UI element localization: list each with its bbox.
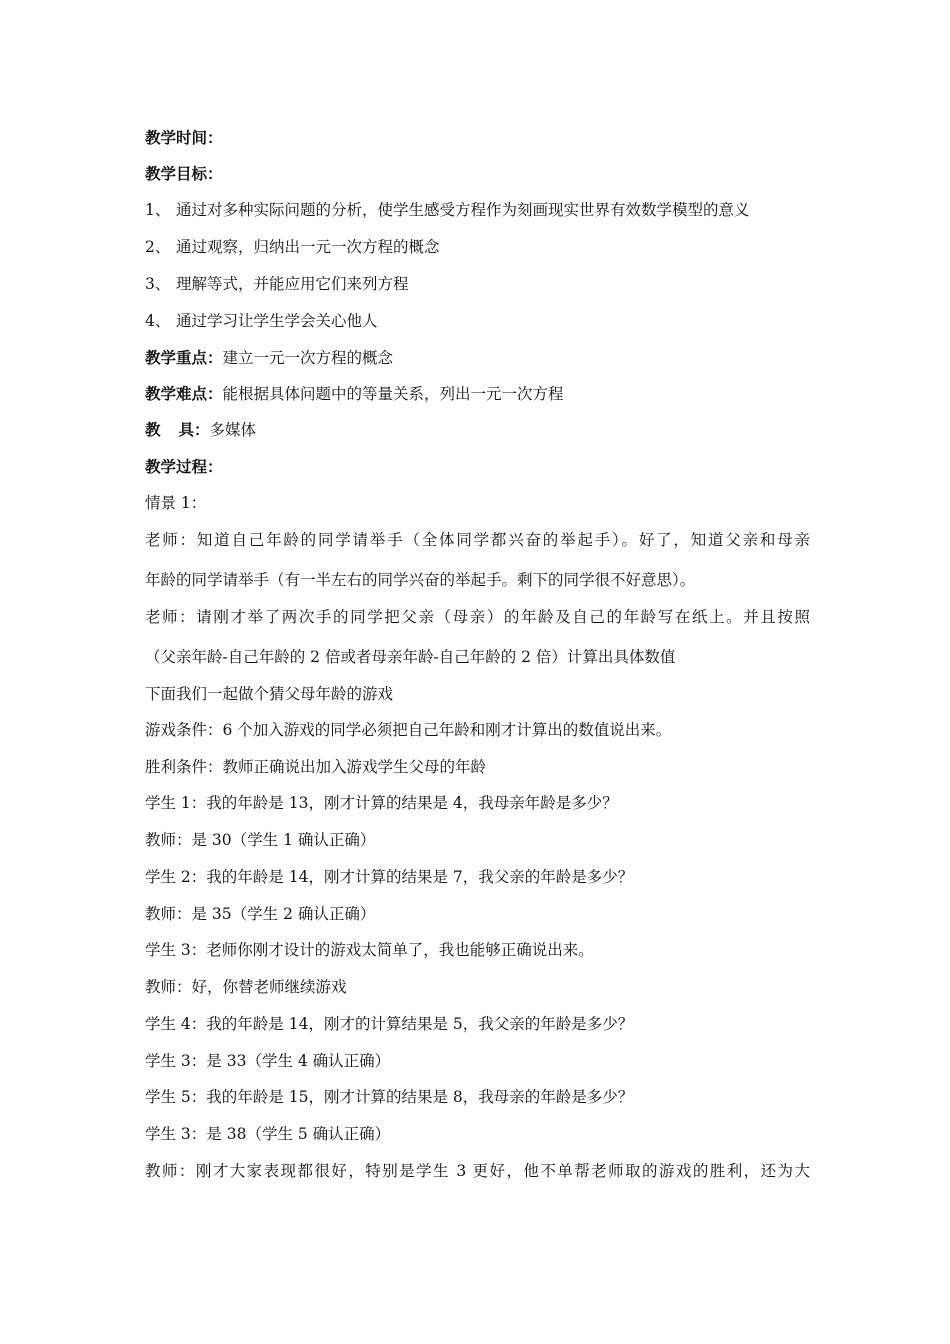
goal-text: 通过对多种实际问题的分析，使学生感受方程作为刻画现实世界有效数学模型的意义 — [175, 201, 750, 219]
tools-label-b: 具： — [178, 420, 210, 439]
tools — [145, 419, 810, 441]
difficulty-text: 能根据具体问题中的等量关系，列出一元一次方程 — [222, 385, 564, 403]
key-point-text: 建立一元一次方程的概念 — [222, 349, 394, 367]
paragraph-line: 老师：请刚才举了两次手的同学把父亲（母亲）的年龄及自己的年龄写在纸上。并且按照 — [145, 608, 810, 626]
dialogue-line: 教师：好，你替老师继续游戏 — [145, 978, 347, 996]
key-point-label: 教学重点： — [145, 348, 223, 367]
teaching-goal-label: 教学目标： — [145, 164, 223, 183]
difficulty — [145, 383, 810, 405]
goal-item — [145, 273, 810, 295]
paragraph-line: （父亲年龄-自己年龄的 2 倍或者母亲年龄-自己年龄的 2 倍）计算出具体数值 — [145, 648, 676, 666]
dialogue-line: 学生 3：是 33（学生 4 确认正确） — [145, 1052, 391, 1070]
goal-text: 理解等式，并能应用它们来列方程 — [175, 275, 409, 293]
paragraph-line: 胜利条件：教师正确说出加入游戏学生父母的年龄 — [145, 758, 487, 776]
goal-text: 通过学习让学生学会关心他人 — [175, 312, 378, 330]
paragraph-line: 年龄的同学请举手（有一半左右的同学兴奋的举起手。剩下的同学很不好意思）。 — [145, 571, 696, 589]
key-point — [145, 347, 810, 369]
paragraph-line: 老师：知道自己年龄的同学请举手（全体同学都兴奋的举起手）。好了，知道父亲和母亲 — [145, 531, 810, 549]
scenario-title: 情景 1： — [145, 494, 207, 512]
dialogue-line: 教师：是 30（学生 1 确认正确） — [145, 831, 376, 849]
dialogue-line: 教师：刚才大家表现都很好，特别是学生 3 更好，他不单帮老师取的游戏的胜利，还为大 — [145, 1162, 810, 1180]
difficulty-label: 教学难点： — [145, 384, 223, 403]
dialogue-line: 教师：是 35（学生 2 确认正确） — [145, 905, 376, 923]
dialogue-line: 学生 2：我的年龄是 14，刚才计算的结果是 7，我父亲的年龄是多少？ — [145, 868, 634, 886]
goal-item — [145, 310, 810, 332]
goal-item — [145, 236, 810, 258]
goal-text: 通过观察，归纳出一元一次方程的概念 — [175, 238, 440, 256]
paragraph-line: 游戏条件：6 个加入游戏的同学必须把自己年龄和刚才计算出的数值说出来。 — [145, 721, 672, 739]
teaching-time-label: 教学时间： — [145, 128, 223, 147]
tools-label-a: 教 — [145, 420, 161, 439]
tools-text: 多媒体 — [209, 421, 257, 439]
dialogue-line: 学生 3：老师你刚才设计的游戏太简单了，我也能够正确说出来。 — [145, 941, 594, 959]
dialogue-line: 学生 4：我的年龄是 14，刚才的计算结果是 5，我父亲的年龄是多少？ — [145, 1015, 634, 1033]
dialogue-line: 学生 5：我的年龄是 15，刚才计算的结果是 8，我母亲的年龄是多少？ — [145, 1088, 634, 1106]
dialogue-line: 学生 1：我的年龄是 13，刚才计算的结果是 4，我母亲年龄是多少？ — [145, 794, 618, 812]
goal-number: 3、 — [145, 275, 171, 293]
process-label: 教学过程： — [145, 457, 223, 476]
paragraph-line: 下面我们一起做个猜父母年龄的游戏 — [145, 685, 394, 703]
goal-item — [145, 199, 810, 221]
goal-number: 2、 — [145, 238, 171, 256]
goal-number: 1、 — [145, 201, 171, 219]
dialogue-line: 学生 3：是 38（学生 5 确认正确） — [145, 1125, 391, 1143]
goal-number: 4、 — [145, 312, 171, 330]
